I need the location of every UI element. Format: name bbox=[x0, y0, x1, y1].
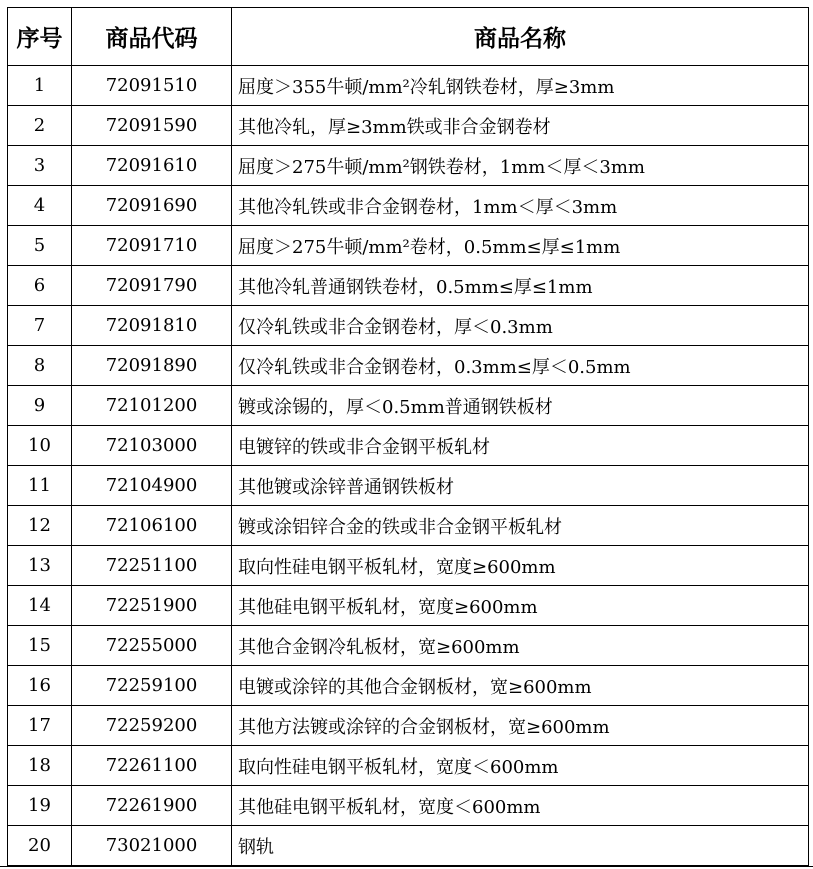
table-row bbox=[8, 186, 809, 226]
table-row bbox=[8, 546, 809, 586]
product-code-cell: 72255000 bbox=[72, 626, 232, 666]
product-name-cell: 钢轨 bbox=[232, 826, 809, 866]
serial-number-cell: 13 bbox=[8, 546, 72, 586]
product-code-cell: 72091590 bbox=[72, 106, 232, 146]
table-row bbox=[8, 626, 809, 666]
serial-number-cell: 1 bbox=[8, 66, 72, 106]
product-name-cell: 其他方法镀或涂锌的合金钢板材，宽≥600mm bbox=[232, 706, 809, 746]
table-row bbox=[8, 146, 809, 186]
product-code-cell: 72261100 bbox=[72, 746, 232, 786]
serial-number-cell: 18 bbox=[8, 746, 72, 786]
product-name-cell: 仅冷轧铁或非合金钢卷材，厚＜0.3mm bbox=[232, 306, 809, 346]
table-row bbox=[8, 786, 809, 826]
product-name-cell: 其他冷轧，厚≥3mm铁或非合金钢卷材 bbox=[232, 106, 809, 146]
table-row bbox=[8, 666, 809, 706]
table-row bbox=[8, 466, 809, 506]
serial-number-cell: 16 bbox=[8, 666, 72, 706]
product-name-cell: 其他冷轧铁或非合金钢卷材，1mm＜厚＜3mm bbox=[232, 186, 809, 226]
serial-number-cell: 9 bbox=[8, 386, 72, 426]
product-code-cell: 72091810 bbox=[72, 306, 232, 346]
table-row bbox=[8, 826, 809, 866]
product-code-cell: 72091790 bbox=[72, 266, 232, 306]
serial-number-cell: 10 bbox=[8, 426, 72, 466]
serial-number-cell: 19 bbox=[8, 786, 72, 826]
serial-number-cell: 4 bbox=[8, 186, 72, 226]
product-name-cell: 取向性硅电钢平板轧材，宽度≥600mm bbox=[232, 546, 809, 586]
product-name-cell: 取向性硅电钢平板轧材，宽度＜600mm bbox=[232, 746, 809, 786]
serial-number-cell: 14 bbox=[8, 586, 72, 626]
serial-number-cell: 6 bbox=[8, 266, 72, 306]
table-row bbox=[8, 506, 809, 546]
product-name-cell: 其他硅电钢平板轧材，宽度≥600mm bbox=[232, 586, 809, 626]
serial-number-cell: 15 bbox=[8, 626, 72, 666]
product-code-cell: 72259200 bbox=[72, 706, 232, 746]
bottom-rule bbox=[0, 866, 813, 867]
product-name-cell: 屈度＞275牛顿/mm²卷材，0.5mm≤厚≤1mm bbox=[232, 226, 809, 266]
header-row bbox=[8, 8, 809, 66]
table-row bbox=[8, 106, 809, 146]
product-name-cell: 屈度＞355牛顿/mm²冷轧钢铁卷材，厚≥3mm bbox=[232, 66, 809, 106]
product-code-cell: 72091890 bbox=[72, 346, 232, 386]
table-body bbox=[8, 66, 809, 866]
product-name-cell: 仅冷轧铁或非合金钢卷材，0.3mm≤厚＜0.5mm bbox=[232, 346, 809, 386]
product-code-cell: 72251900 bbox=[72, 586, 232, 626]
product-name-cell: 电镀锌的铁或非合金钢平板轧材 bbox=[232, 426, 809, 466]
table-row bbox=[8, 66, 809, 106]
table-row bbox=[8, 386, 809, 426]
product-name-cell: 其他合金钢冷轧板材，宽≥600mm bbox=[232, 626, 809, 666]
product-code-cell: 72259100 bbox=[72, 666, 232, 706]
serial-number-cell: 12 bbox=[8, 506, 72, 546]
table-row bbox=[8, 306, 809, 346]
product-code-cell: 72091710 bbox=[72, 226, 232, 266]
serial-number-cell: 5 bbox=[8, 226, 72, 266]
table-row bbox=[8, 226, 809, 266]
product-name-cell: 其他硅电钢平板轧材，宽度＜600mm bbox=[232, 786, 809, 826]
serial-number-cell: 17 bbox=[8, 706, 72, 746]
serial-number-cell: 7 bbox=[8, 306, 72, 346]
serial-number-cell: 20 bbox=[8, 826, 72, 866]
product-code-cell: 72091610 bbox=[72, 146, 232, 186]
table-row bbox=[8, 746, 809, 786]
table-row bbox=[8, 426, 809, 466]
header-serial-number: 序号 bbox=[8, 8, 72, 66]
serial-number-cell: 8 bbox=[8, 346, 72, 386]
serial-number-cell: 11 bbox=[8, 466, 72, 506]
table-row bbox=[8, 586, 809, 626]
product-code-cell: 72103000 bbox=[72, 426, 232, 466]
serial-number-cell: 2 bbox=[8, 106, 72, 146]
product-name-cell: 镀或涂铝锌合金的铁或非合金钢平板轧材 bbox=[232, 506, 809, 546]
table-row bbox=[8, 266, 809, 306]
product-code-cell: 72261900 bbox=[72, 786, 232, 826]
product-name-cell: 镀或涂锡的，厚＜0.5mm普通钢铁板材 bbox=[232, 386, 809, 426]
product-code-cell: 72106100 bbox=[72, 506, 232, 546]
product-code-cell: 72101200 bbox=[72, 386, 232, 426]
header-product-name: 商品名称 bbox=[232, 8, 809, 66]
serial-number-cell: 3 bbox=[8, 146, 72, 186]
header-product-code: 商品代码 bbox=[72, 8, 232, 66]
table-row bbox=[8, 706, 809, 746]
product-code-cell: 72091510 bbox=[72, 66, 232, 106]
product-code-cell: 73021000 bbox=[72, 826, 232, 866]
product-name-cell: 其他镀或涂锌普通钢铁板材 bbox=[232, 466, 809, 506]
product-name-cell: 电镀或涂锌的其他合金钢板材，宽≥600mm bbox=[232, 666, 809, 706]
table-row bbox=[8, 346, 809, 386]
product-name-cell: 其他冷轧普通钢铁卷材，0.5mm≤厚≤1mm bbox=[232, 266, 809, 306]
product-code-cell: 72251100 bbox=[72, 546, 232, 586]
product-name-cell: 屈度＞275牛顿/mm²钢铁卷材，1mm＜厚＜3mm bbox=[232, 146, 809, 186]
product-code-cell: 72104900 bbox=[72, 466, 232, 506]
product-code-cell: 72091690 bbox=[72, 186, 232, 226]
goods-table bbox=[7, 7, 809, 866]
